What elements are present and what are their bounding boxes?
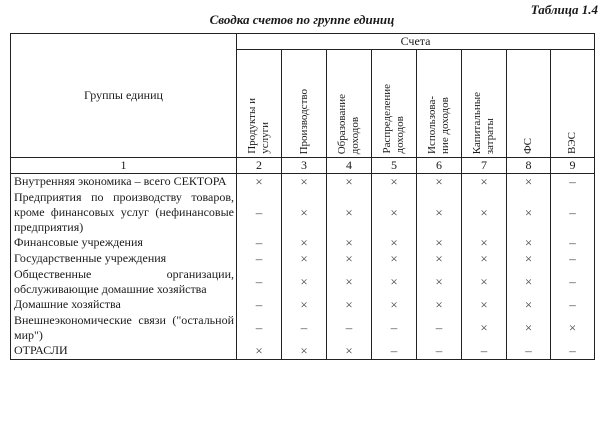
cross-mark: × xyxy=(462,235,507,251)
accounts-summary-table xyxy=(10,33,595,360)
cross-mark: × xyxy=(372,267,417,297)
cross-mark: × xyxy=(462,297,507,313)
dash-mark: – xyxy=(237,313,282,343)
cross-mark: × xyxy=(327,190,372,235)
cross-mark: × xyxy=(282,343,327,360)
cross-mark: × xyxy=(417,190,462,235)
cross-mark: × xyxy=(551,313,595,343)
cross-mark: × xyxy=(282,297,327,313)
accounts-header: Счета xyxy=(237,34,595,50)
cross-mark: × xyxy=(372,235,417,251)
unit-group-name: Внутренняя экономика – всего СЕКТОРА xyxy=(11,174,237,191)
dash-mark: – xyxy=(551,235,595,251)
cross-mark: × xyxy=(462,251,507,267)
account-header-label: Продукты и услуги xyxy=(246,98,271,154)
cross-mark: × xyxy=(282,267,327,297)
table-row xyxy=(11,251,595,267)
column-number-8: 8 xyxy=(507,158,551,174)
table-row xyxy=(11,235,595,251)
account-header-label: Производство xyxy=(297,88,310,154)
cross-mark: × xyxy=(237,343,282,360)
cross-mark: × xyxy=(372,190,417,235)
unit-group-name: Финансовые учреждения xyxy=(11,235,237,251)
cross-mark: × xyxy=(327,251,372,267)
cross-mark: × xyxy=(417,251,462,267)
dash-mark: – xyxy=(462,343,507,360)
cross-mark: × xyxy=(282,251,327,267)
dash-mark: – xyxy=(237,235,282,251)
dash-mark: – xyxy=(551,297,595,313)
dash-mark: – xyxy=(372,343,417,360)
cross-mark: × xyxy=(417,235,462,251)
cross-mark: × xyxy=(507,174,551,191)
account-header-5 xyxy=(372,50,417,158)
cross-mark: × xyxy=(417,174,462,191)
dash-mark: – xyxy=(551,251,595,267)
cross-mark: × xyxy=(282,190,327,235)
table-row xyxy=(11,174,595,191)
cross-mark: × xyxy=(327,267,372,297)
table-row xyxy=(11,190,595,235)
dash-mark: – xyxy=(417,343,462,360)
column-number-1: 1 xyxy=(11,158,237,174)
cross-mark: × xyxy=(507,267,551,297)
dash-mark: – xyxy=(417,313,462,343)
cross-mark: × xyxy=(327,235,372,251)
cross-mark: × xyxy=(372,251,417,267)
dash-mark: – xyxy=(507,343,551,360)
cross-mark: × xyxy=(327,174,372,191)
cross-mark: × xyxy=(327,297,372,313)
cross-mark: × xyxy=(462,267,507,297)
unit-group-name: Общественные организации, обслуживающие домашние хозяйства xyxy=(11,267,237,297)
cross-mark: × xyxy=(417,297,462,313)
unit-group-name: ОТРАСЛИ xyxy=(11,343,237,360)
cross-mark: × xyxy=(372,297,417,313)
groups-header: Группы единиц xyxy=(11,34,237,158)
account-header-6 xyxy=(417,50,462,158)
cross-mark: × xyxy=(462,174,507,191)
account-header-3 xyxy=(282,50,327,158)
account-header-9 xyxy=(551,50,595,158)
dash-mark: – xyxy=(551,190,595,235)
dash-mark: – xyxy=(237,190,282,235)
column-number-4: 4 xyxy=(327,158,372,174)
cross-mark: × xyxy=(327,343,372,360)
unit-group-name: Домашние хозяйства xyxy=(11,297,237,313)
cross-mark: × xyxy=(507,190,551,235)
column-number-5: 5 xyxy=(372,158,417,174)
table-caption: Сводка счетов по группе единиц xyxy=(209,12,395,27)
account-header-4 xyxy=(327,50,372,158)
cross-mark: × xyxy=(507,251,551,267)
dash-mark: – xyxy=(237,267,282,297)
unit-group-name: Внешнеэкономические связи ("остальной мир") xyxy=(11,313,237,343)
column-number-7: 7 xyxy=(462,158,507,174)
account-header-2 xyxy=(237,50,282,158)
dash-mark: – xyxy=(327,313,372,343)
table-row xyxy=(11,313,595,343)
unit-group-name: Государственные учреждения xyxy=(11,251,237,267)
account-header-label: Распределение доходов xyxy=(381,84,406,154)
account-header-label: ФС xyxy=(522,137,534,154)
dash-mark: – xyxy=(237,251,282,267)
dash-mark: – xyxy=(551,267,595,297)
table-row xyxy=(11,343,595,360)
cross-mark: × xyxy=(507,235,551,251)
table-row xyxy=(11,267,595,297)
cross-mark: × xyxy=(507,313,551,343)
account-header-8 xyxy=(507,50,551,158)
cross-mark: × xyxy=(462,190,507,235)
cross-mark: × xyxy=(237,174,282,191)
table-number-label: Таблица 1.4 xyxy=(530,2,598,17)
account-header-label: ВЭС xyxy=(566,132,579,154)
column-number-2: 2 xyxy=(237,158,282,174)
account-header-label: Образование доходов xyxy=(336,93,361,154)
dash-mark: – xyxy=(551,174,595,191)
column-number-3: 3 xyxy=(282,158,327,174)
dash-mark: – xyxy=(237,297,282,313)
account-header-label: Капитальные затраты xyxy=(471,91,496,154)
cross-mark: × xyxy=(462,313,507,343)
cross-mark: × xyxy=(507,297,551,313)
account-header-label: Использова- ние доходов xyxy=(426,96,451,154)
cross-mark: × xyxy=(372,174,417,191)
unit-group-name: Предприятия по производству товаров, кроме финансовых услуг (нефинансовые предприятия) xyxy=(11,190,237,235)
account-header-7 xyxy=(462,50,507,158)
dash-mark: – xyxy=(282,313,327,343)
column-number-6: 6 xyxy=(417,158,462,174)
dash-mark: – xyxy=(372,313,417,343)
cross-mark: × xyxy=(282,174,327,191)
table-row xyxy=(11,297,595,313)
cross-mark: × xyxy=(417,267,462,297)
dash-mark: – xyxy=(551,343,595,360)
cross-mark: × xyxy=(282,235,327,251)
column-number-9: 9 xyxy=(551,158,595,174)
